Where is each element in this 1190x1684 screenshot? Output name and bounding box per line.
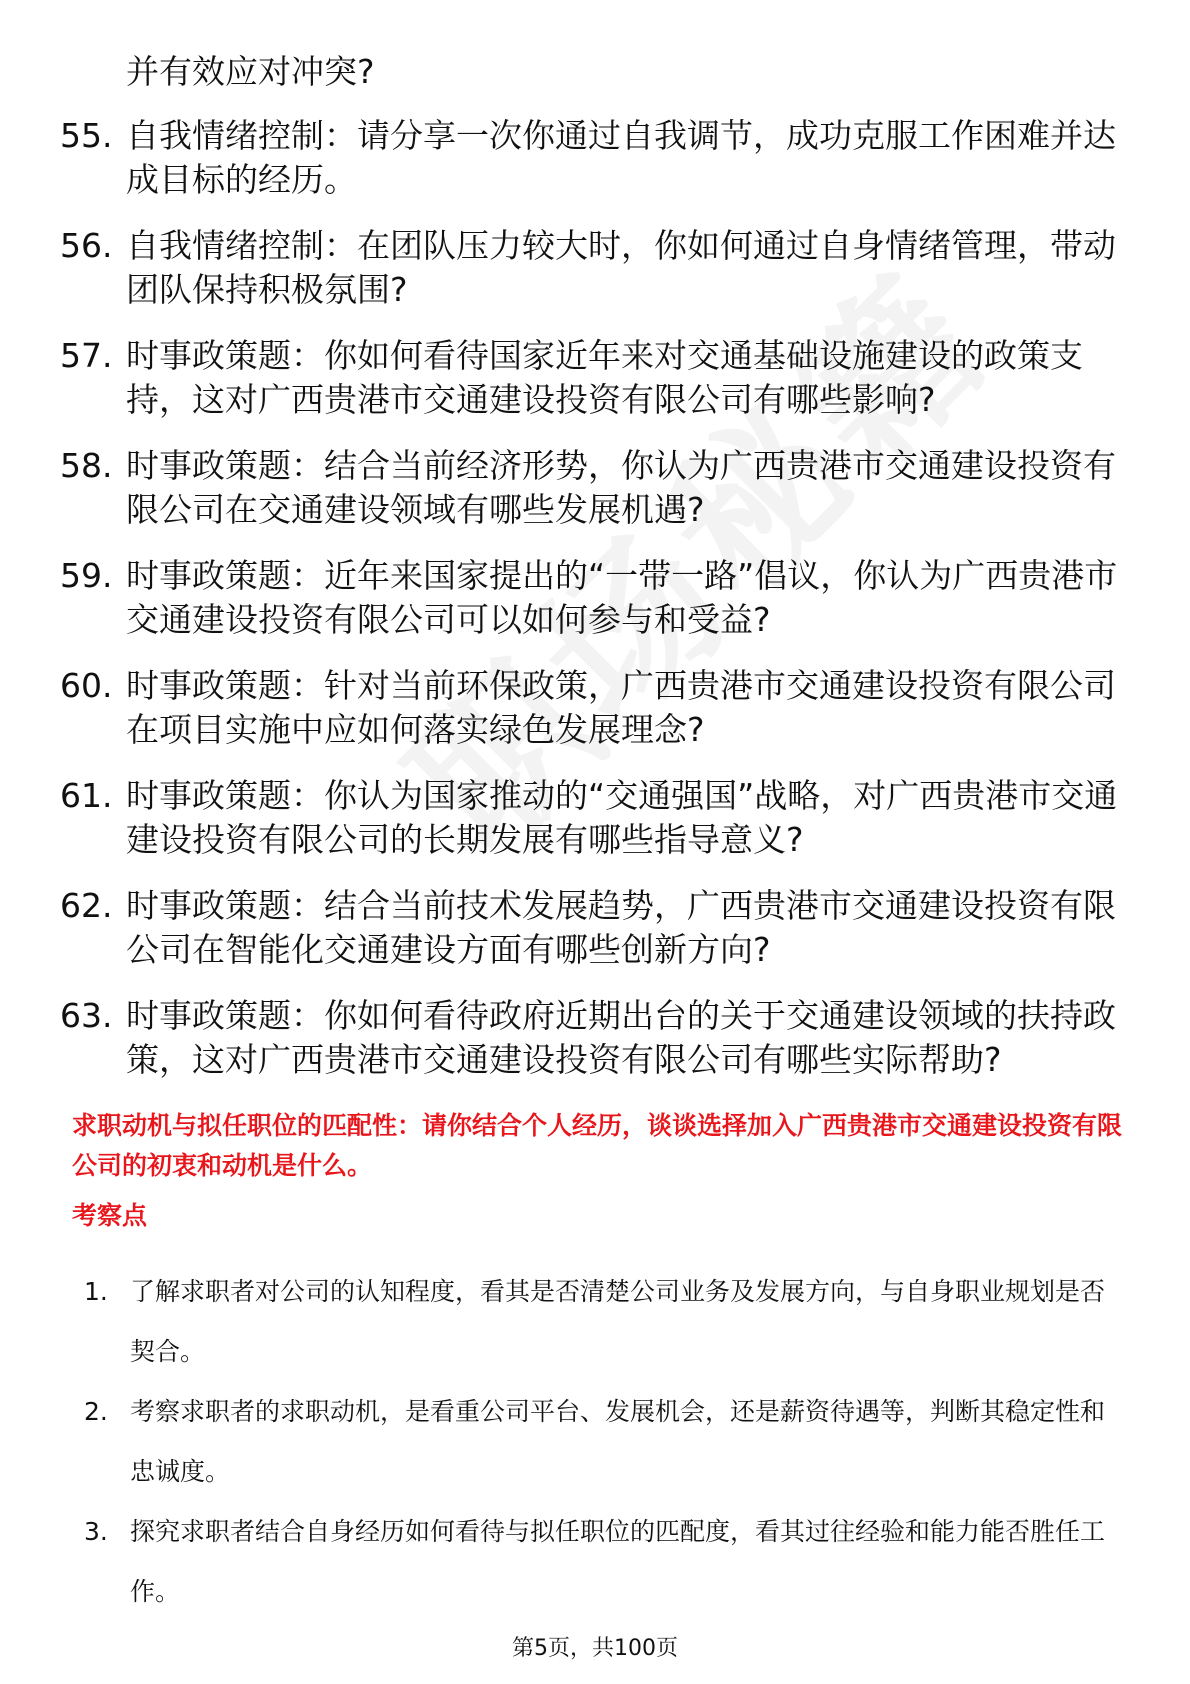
item-number: 58. <box>60 446 113 485</box>
section-subheading: 考察点 <box>72 1201 148 1230</box>
item-text: 时事政策题：结合当前经济形势，你认为广西贵港市交通建设投资有限公司在交通建设领域有哪些发展机遇? <box>126 446 1116 529</box>
list-item <box>60 994 1120 1082</box>
item-number: 59. <box>60 556 113 595</box>
list-item <box>60 224 1120 312</box>
item-text: 时事政策题：针对当前环保政策，广西贵港市交通建设投资有限公司在项目实施中应如何落实绿色发展理念? <box>126 666 1116 749</box>
item-text: 时事政策题：结合当前技术发展趋势，广西贵港市交通建设投资有限公司在智能化交通建设方面有哪些创新方向? <box>126 886 1116 969</box>
item-text: 自我情绪控制：在团队压力较大时，你如何通过自身情绪管理，带动团队保持积极氛围? <box>126 226 1116 309</box>
item-number: 61. <box>60 776 113 815</box>
list-item <box>60 444 1120 532</box>
item-number: 62. <box>60 886 113 925</box>
item-text: 考察求职者的求职动机，是看重公司平台、发展机会，还是薪资待遇等，判断其稳定性和忠诚度。 <box>130 1397 1106 1486</box>
list-item <box>60 884 1120 972</box>
item-number: 55. <box>60 116 113 155</box>
continuation-text: 并有效应对冲突? <box>126 52 375 91</box>
item-number: 1. <box>84 1277 108 1306</box>
section-heading: 求职动机与拟任职位的匹配性：请你结合个人经历，谈谈选择加入广西贵港市交通建设投资有限公司的初衷和动机是什么。 <box>72 1111 1123 1180</box>
item-text: 自我情绪控制：请分享一次你通过自我调节，成功克服工作困难并达成目标的经历。 <box>126 116 1116 199</box>
item-text: 时事政策题：近年来国家提出的“一带一路”倡议，你认为广西贵港市交通建设投资有限公司可以如何参与和受益? <box>126 556 1118 639</box>
assessment-points <box>84 1262 1124 1622</box>
item-text: 了解求职者对公司的认知程度，看其是否清楚公司业务及发展方向，与自身职业规划是否契合。 <box>130 1277 1106 1366</box>
list-item <box>60 334 1120 422</box>
list-item <box>60 114 1120 202</box>
list-item <box>84 1262 1124 1382</box>
list-item <box>60 554 1120 642</box>
item-text: 探究求职者结合自身经历如何看待与拟任职位的匹配度，看其过往经验和能力能否胜任工作。 <box>130 1517 1106 1606</box>
item-number: 3. <box>84 1517 108 1546</box>
list-item <box>60 664 1120 752</box>
item-text: 时事政策题：你认为国家推动的“交通强国”战略，对广西贵港市交通建设投资有限公司的长期发展有哪些指导意义? <box>126 776 1118 859</box>
question-list <box>60 50 1120 1104</box>
item-number: 56. <box>60 226 113 265</box>
list-item <box>84 1382 1124 1502</box>
list-item <box>60 774 1120 862</box>
item-number: 2. <box>84 1397 108 1426</box>
list-item <box>84 1502 1124 1622</box>
page-footer: 第5页，共100页 <box>512 1636 678 1661</box>
item-number: 57. <box>60 336 113 375</box>
item-number: 60. <box>60 666 113 705</box>
item-text: 时事政策题：你如何看待政府近期出台的关于交通建设领域的扶持政策，这对广西贵港市交通建设投资有限公司有哪些实际帮助? <box>126 996 1116 1079</box>
item-number: 63. <box>60 996 113 1035</box>
item-text: 时事政策题：你如何看待国家近年来对交通基础设施建设的政策支持，这对广西贵港市交通建设投资有限公司有哪些影响? <box>126 336 1083 419</box>
